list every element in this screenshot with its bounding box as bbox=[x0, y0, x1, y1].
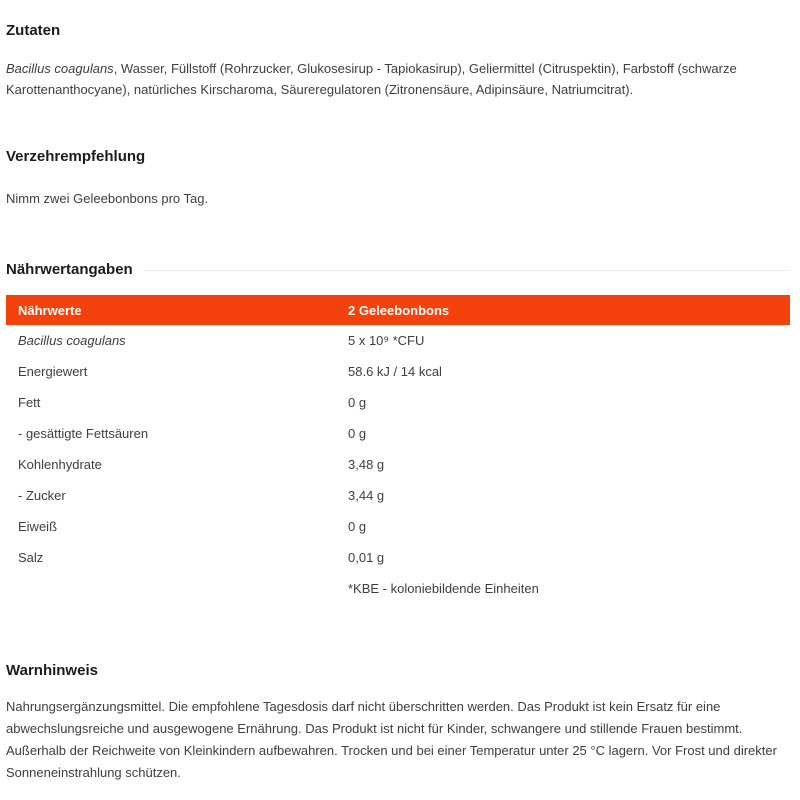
section-nutrition bbox=[6, 261, 790, 604]
row-label: Kohlenhydrate bbox=[18, 457, 102, 472]
row-value: 3,48 g bbox=[348, 457, 385, 472]
table-footnote: *KBE - koloniebildende Einheiten bbox=[348, 581, 539, 596]
warning-heading: Warnhinweis bbox=[6, 662, 98, 679]
product-info-page bbox=[6, 0, 790, 784]
header-cell-serving: 2 Geleebonbons bbox=[348, 302, 450, 318]
row-label: - gesättigte Fettsäuren bbox=[18, 426, 149, 441]
nutrition-table-header-row bbox=[6, 295, 790, 325]
section-warning bbox=[6, 662, 790, 784]
row-value: 0,01 g bbox=[348, 550, 385, 565]
row-value: 58.6 kJ / 14 kcal bbox=[348, 364, 442, 379]
ingredients-heading: Zutaten bbox=[6, 22, 61, 39]
row-label: - Zucker bbox=[18, 488, 66, 503]
table-row bbox=[6, 480, 790, 511]
header-cell-nutrients: Nährwerte bbox=[18, 302, 82, 318]
consumption-text: Nimm zwei Geleebonbons pro Tag. bbox=[6, 191, 209, 206]
table-row bbox=[6, 449, 790, 480]
section-ingredients bbox=[6, 0, 790, 100]
section-consumption bbox=[6, 148, 790, 209]
row-value: 5 x 10⁹ *CFU bbox=[348, 333, 425, 348]
consumption-heading: Verzehrempfehlung bbox=[6, 148, 146, 165]
row-value: 0 g bbox=[348, 395, 367, 410]
nutrition-heading-label: Nährwertangaben bbox=[6, 261, 133, 278]
table-row bbox=[6, 542, 790, 573]
row-value: 0 g bbox=[348, 519, 367, 534]
table-footnote-row bbox=[6, 573, 790, 604]
row-label: Bacillus coagulans bbox=[18, 333, 126, 348]
ingredients-species-name: Bacillus coagulans bbox=[6, 61, 114, 76]
row-label: Salz bbox=[18, 550, 44, 565]
ingredients-text-rest: , Wasser, Füllstoff (Rohrzucker, Glukosesirup - Tapiokasirup), Geliermittel (Citruspektin), Farbstoff (schwarze Karottenanthocyane), natürliches Kirscharoma, Säureregulatoren (Zitronensäure, Adipinsäure, Natriumcitrat). bbox=[6, 61, 737, 97]
row-label: Fett bbox=[18, 395, 41, 410]
table-row bbox=[6, 511, 790, 542]
table-row bbox=[6, 325, 790, 356]
warning-text: Nahrungsergänzungsmittel. Die empfohlene Tagesdosis darf nicht überschritten werden. Das Produkt ist kein Ersatz für eine abwechslungsreiche und ausgewogene Ernährung. Das Produkt ist nicht für Kinder, schwangere und stillende Frauen bestimmt. Außerhalb der Reichweite von Kleinkindern aufbewahren. Trocken und bei einer Temperatur unter 25 °C lagern. Vor Frost und direkter Sonneneinstrahlung schützen. bbox=[6, 699, 777, 780]
nutrition-heading bbox=[6, 261, 790, 279]
table-row bbox=[6, 387, 790, 418]
row-label: Energiewert bbox=[18, 364, 88, 379]
row-value: 3,44 g bbox=[348, 488, 385, 503]
heading-rule-divider bbox=[143, 270, 790, 271]
row-label: Eiweiß bbox=[18, 519, 58, 534]
row-value: 0 g bbox=[348, 426, 367, 441]
ingredients-text bbox=[6, 58, 790, 100]
table-row bbox=[6, 356, 790, 387]
table-row bbox=[6, 418, 790, 449]
nutrition-table bbox=[6, 295, 790, 604]
